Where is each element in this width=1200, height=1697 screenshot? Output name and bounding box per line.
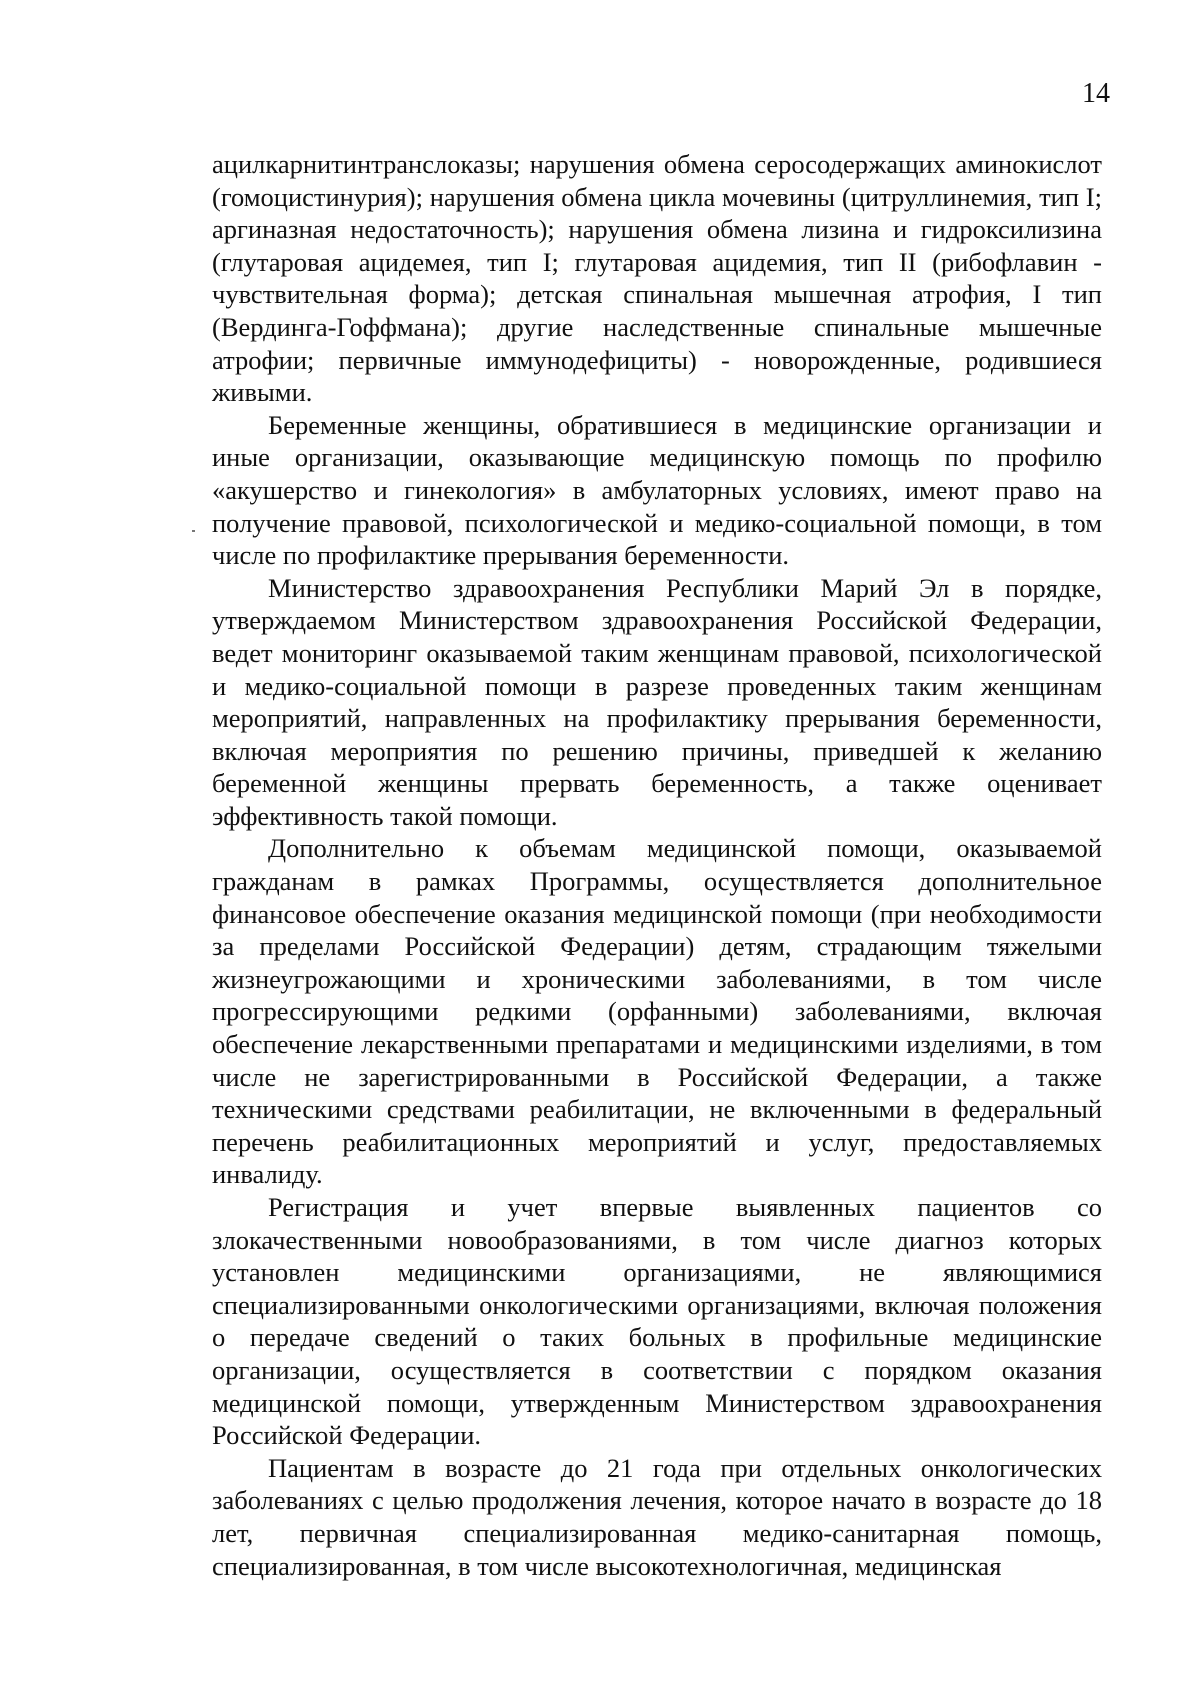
paragraph-ministry-monitoring: Министерство здравоохранения Республики Марий Эл в порядке, утверждаемом Министерством здравоохранения Российской Федерации, ведет мониторинг оказываемой таким женщинам правовой, психологической и медико-социальной помощи в разрезе проведенных таким женщинам мероприятий, направленных на профилактику прерывания беременности, включая мероприятия по решению причины, приведшей к желанию беременной женщины прервать беременность, а также оценивает эффективность такой помощи. [212, 572, 1102, 831]
document-body [212, 148, 1102, 1582]
paragraph-pregnant-women-assistance: Беременные женщины, обратившиеся в медицинские организации и иные организации, оказывающие медицинскую помощь по профилю «акушерство и гинекология» в амбулаторных условиях, имеют право на получение правовой, психологической и медико-социальной помощи, в том числе по профилактике прерывания беременности. [212, 409, 1102, 571]
scan-speck [192, 530, 195, 532]
paragraph-hereditary-diseases-continued: ацилкарнитинтранслоказы; нарушения обмена серосодержащих аминокислот (гомоцистинурия); нарушения обмена цикла мочевины (цитруллинемия, тип I; аргиназная недостаточность); нарушения обмена лизина и гидроксилизина (глутаровая ацидемея, тип I; глутаровая ацидемия, тип II (рибофлавин - чувствительная форма); детская спинальная мышечная атрофия, I тип (Вердинга-Гоффмана); другие наследственные спинальные мышечные атрофии; первичные иммунодефициты) - новорожденные, родившиеся живыми. [212, 149, 1102, 408]
page-number: 14 [1082, 78, 1110, 109]
paragraph-oncology-registration: Регистрация и учет впервые выявленных пациентов со злокачественными новообразованиями, в том числе диагноз которых установлен медицинскими организациями, не являющимися специализированными онкологическими организациями, включая положения о передаче сведений о таких больных в профильные медицинские организации, осуществляется в соответствии с порядком оказания медицинской помощи, утвержденным Министерством здравоохранения Российской Федерации. [212, 1192, 1102, 1451]
paragraph-patients-under-21: Пациентам в возрасте до 21 года при отдельных онкологических заболеваниях с целью продолжения лечения, которое начато в возрасте до 18 лет, первичная специализированная медико-санитарная помощь, специализированная, в том числе высокотехнологичная, медицинская [212, 1452, 1102, 1581]
paragraph-additional-financing: Дополнительно к объемам медицинской помощи, оказываемой гражданам в рамках Программы, осуществляется дополнительное финансовое обеспечение оказания медицинской помощи (при необходимости за пределами Российской Федерации) детям, страдающим тяжелыми жизнеугрожающими и хроническими заболеваниями, в том числе прогрессирующими редкими (орфанными) заболеваниями, включая обеспечение лекарственными препаратами и медицинскими изделиями, в том числе не зарегистрированными в Российской Федерации, а также техническими средствами реабилитации, не включенными в федеральный перечень реабилитационных мероприятий и услуг, предоставляемых инвалиду. [212, 833, 1102, 1190]
